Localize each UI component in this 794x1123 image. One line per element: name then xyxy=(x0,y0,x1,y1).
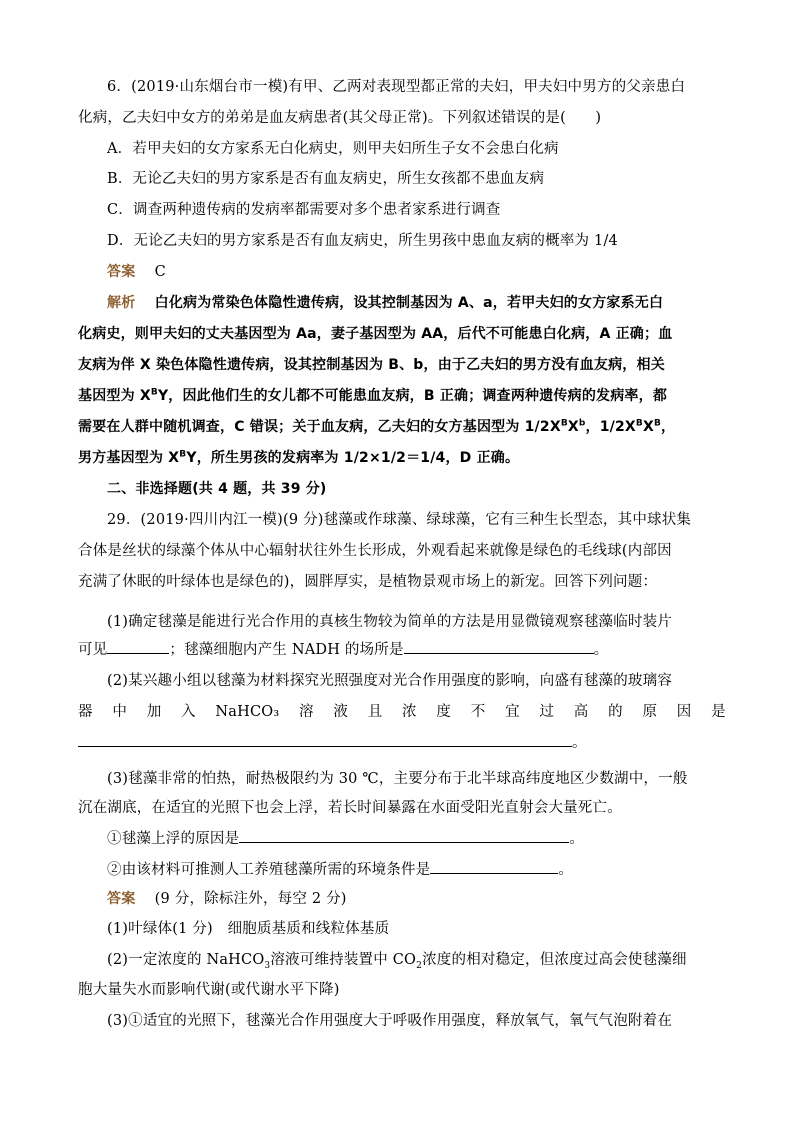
y-char: Y xyxy=(157,388,169,404)
q6-analysis-line-1 xyxy=(107,288,726,318)
answer-text: 浓度的相对稳定，但浓度过高会使毬藻细 xyxy=(422,952,687,968)
q6-analysis-line-2: 化病史，则甲夫妇的丈夫基因型为 Aa，妻子基因型为 AA，后代不可能患白化病，A 正确；血 xyxy=(78,326,673,342)
section-title: 二、非选择题(共 4 题，共 39 分) xyxy=(107,481,327,497)
q29-stem-line-1: 29．(2019·四川内江一模)(9 分)毬藻或作球藻、绿球藻，它有三种生长型态，其中球状集 xyxy=(107,512,692,528)
answer-text: (2)一定浓度的 NaHCO xyxy=(107,952,265,968)
justified-word: 液 xyxy=(333,704,349,720)
gene-prefix: 基因型为 X xyxy=(78,388,151,404)
q29-part3-sub-1 xyxy=(107,824,726,854)
justified-word: NaHCO₃ xyxy=(215,704,280,720)
part1-text: ；毬藻细胞内产生 NADH 的场所是 xyxy=(169,642,404,658)
justified-word: 中 xyxy=(112,704,128,720)
part3-end: 。 xyxy=(569,831,585,847)
q29-answer-3-line-1: (3)①适宜的光照下，毬藻光合作用强度大于呼吸作用强度，释放氧气，氧气气泡附着在 xyxy=(107,1013,673,1029)
analysis-text: 白化病为常染色体隐性遗传病，设其控制基因为 A、a，若甲夫妇的女方家系无白 xyxy=(154,295,664,311)
justified-word: 加 xyxy=(146,704,162,720)
x-char: X xyxy=(567,419,579,435)
q29-part1-line-2 xyxy=(78,635,726,665)
sup-b-upper: B xyxy=(560,418,568,429)
q29-part2-line-1: (2)某兴趣小组以毬藻为材料探究光照强度对光合作用强度的影响，向盛有毬藻的玻璃容 xyxy=(107,673,673,689)
q29-answer-2-line-2: 胞大量失水而影响代谢(或代谢水平下降) xyxy=(78,982,340,998)
q29-answer-1: (1)叶绿体(1 分) 细胞质基质和线粒体基质 xyxy=(107,921,390,937)
sup-b-upper: B xyxy=(653,418,662,429)
justified-word: 器 xyxy=(78,704,93,720)
answer-label: 答案 xyxy=(107,891,136,907)
q29-part3-line-2: 沉在湖底，在适宜的光照下也会上浮，若长时间暴露在水面受阳光直射会大量死亡。 xyxy=(78,800,622,816)
sup-b-lower: b xyxy=(578,418,586,429)
answer-label: 答案 xyxy=(107,264,136,280)
answer-blank[interactable] xyxy=(404,636,594,654)
part2-end: 。 xyxy=(572,735,587,751)
analysis-text: ，因此他们生的女儿都不可能患血友病，B 正确；调查两种遗传病的发病率，都 xyxy=(168,388,668,404)
justified-word: 宜 xyxy=(505,704,520,720)
q29-stem-line-3: 充满了休眠的叶绿体也是绿色的)，圆胖厚实，是植物景观市场上的新宠。回答下列问题： xyxy=(78,574,658,590)
answer-text: 溶液可维持装置中 CO xyxy=(270,952,417,968)
q6-analysis-line-6 xyxy=(78,443,726,473)
q6-option-b: B．无论乙夫妇的男方家系是否有血友病史，所生女孩都不患血友病 xyxy=(107,171,545,187)
analysis-text: ，所生男孩的发病率为 1/2×1/2＝1/4，D 正确。 xyxy=(196,450,520,466)
q29-part2-line-2 xyxy=(78,697,726,727)
q6-option-a: A．若甲夫妇的女方家系无白化病史，则甲夫妇所生子女不会患白化病 xyxy=(107,141,559,157)
justified-word: 入 xyxy=(181,704,196,720)
answer-blank[interactable] xyxy=(78,729,572,747)
justified-word: 溶 xyxy=(299,704,314,720)
justified-word: 不 xyxy=(470,704,486,720)
y-char: Y xyxy=(186,450,197,466)
q6-option-d: D．无论乙夫妇的男方家系是否有血友病史，所生男孩中患血友病的概率为 1/4 xyxy=(107,233,618,249)
part3-text: ②由该材料可推测人工养殖毬藻所需的环境条件是 xyxy=(107,862,431,878)
part1-text: 可见 xyxy=(78,642,108,658)
gene-tail: ，1/2X xyxy=(585,419,636,435)
justified-word: 高 xyxy=(573,704,589,720)
justified-word: 因 xyxy=(676,704,692,720)
part1-text: 。 xyxy=(593,642,609,658)
q6-analysis-line-3: 友病为伴 X 染色体隐性遗传病，设其控制基因为 B、b，由于乙夫妇的男方没有血友病，相关 xyxy=(78,357,665,373)
sup-b-upper: B xyxy=(179,449,187,460)
q29-stem-line-2: 合体是丝状的绿藻个体从中心辐射状往外生长形成，外观看起来就像是绿色的毛线球(内部因 xyxy=(78,543,672,559)
sup-b-upper: B xyxy=(635,418,643,429)
sup-b-upper: B xyxy=(150,387,158,398)
answer-blank[interactable] xyxy=(107,636,169,654)
analysis-text: 需要在人群中随机调查，C 错误；关于血友病，乙夫妇的女方基因型为 1/2X xyxy=(78,419,561,435)
q6-analysis-line-5: 需要在人群中随机调查，C 错误；关于血友病，乙夫妇的女方基因型为 $1/2X^BX^b$，$1/2X^BX^B$， xyxy=(78,418,676,435)
justified-word: 度 xyxy=(436,704,452,720)
q29-part3-line-1: (3)毬藻非常的怕热，耐热极限约为 30 ℃，主要分布于北半球高纬度地区少数湖中，一般 xyxy=(107,771,688,787)
justified-word: 原 xyxy=(642,704,658,720)
q29-part1-line-1: (1)确定毬藻是能进行光合作用的真核生物较为简单的方法是用显微镜观察毬藻临时装片 xyxy=(107,614,673,630)
q6-answer-row xyxy=(107,257,726,287)
q29-part2-line-3 xyxy=(78,728,726,758)
justified-word: 且 xyxy=(367,704,383,720)
answer-blank[interactable] xyxy=(430,856,558,874)
answer-value: C xyxy=(154,264,166,280)
justified-word: 是 xyxy=(711,704,726,720)
subscript: 3 xyxy=(264,960,271,971)
subscript: 2 xyxy=(416,960,423,971)
justified-word: 浓 xyxy=(402,704,417,720)
analysis-text: 男方基因型为 X xyxy=(78,450,180,466)
part3-end: 。 xyxy=(558,862,574,878)
justified-word: 的 xyxy=(608,704,623,720)
x-char: X xyxy=(642,419,654,435)
q29-answer-2-line-1 xyxy=(107,945,726,975)
q29-answer-row xyxy=(107,884,726,914)
q6-analysis-line-4 xyxy=(78,381,726,411)
answer-note: (9 分，除标注外，每空 2 分) xyxy=(154,891,347,907)
analysis-label: 解析 xyxy=(107,295,136,311)
q29-part3-sub-2 xyxy=(107,855,726,885)
q6-option-c: C．调查两种遗传病的发病率都需要对多个患者家系进行调查 xyxy=(107,202,501,218)
part3-text: ①毬藻上浮的原因是 xyxy=(107,831,240,847)
q6-stem-line-2: 化病，乙夫妇中女方的弟弟是血友病患者(其父母正常)。下列叙述错误的是( ) xyxy=(78,110,602,126)
answer-blank[interactable] xyxy=(239,825,569,843)
justified-word: 过 xyxy=(539,704,555,720)
q6-stem-line-1: 6．(2019·山东烟台市一模)有甲、乙两对表现型都正常的夫妇，甲夫妇中男方的父亲患白 xyxy=(107,79,686,95)
